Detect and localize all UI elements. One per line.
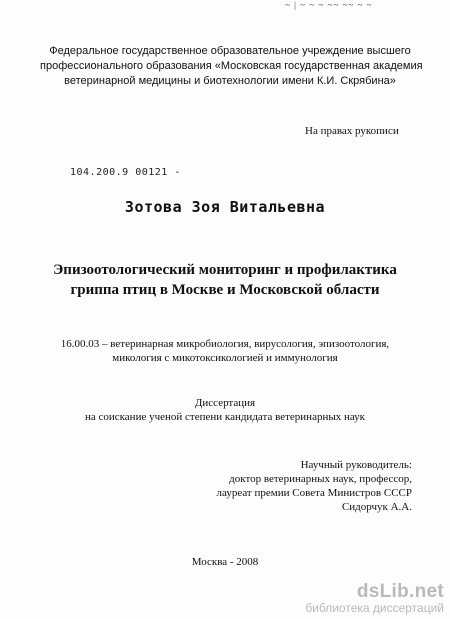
advisor-line: доктор ветеринарных наук, профессор, bbox=[229, 473, 412, 485]
registration-stamp: 104.200.9 00121 - bbox=[70, 167, 181, 178]
specialty-line: 16.00.03 – ветеринарная микробиология, вирусология, эпизоотология, bbox=[60, 338, 390, 350]
dissertation-title bbox=[0, 260, 450, 300]
degree-line: на соискание ученой степени кандидата ветеринарных наук bbox=[84, 411, 366, 423]
institution-line: ветеринарной медицины и биотехнологии имени К.И. Скрябина» bbox=[64, 75, 396, 87]
author-name: Зотова Зоя Витальевна bbox=[124, 198, 326, 216]
institution-line: Федеральное государственное образовательное учреждение высшего bbox=[49, 45, 411, 57]
scientific-advisor bbox=[217, 458, 413, 514]
manuscript-rights-note: На правах рукописи bbox=[305, 125, 399, 137]
advisor-line: лауреат премии Совета Министров СССР bbox=[216, 487, 412, 499]
advisor-heading: Научный руководитель: bbox=[300, 459, 412, 471]
title-line: Эпизоотологический мониторинг и профилактика bbox=[53, 262, 397, 278]
watermark-subtitle: библиотека диссертаций bbox=[305, 601, 444, 615]
advisor-name: Сидорчук А.А. bbox=[341, 501, 412, 513]
specialty-line: микология с микотоксикологией и иммунология bbox=[112, 352, 338, 364]
degree-statement bbox=[0, 396, 450, 424]
title-line: гриппа птиц в Москве и Московской области bbox=[70, 282, 380, 298]
degree-heading: Диссертация bbox=[194, 397, 256, 409]
watermark bbox=[305, 582, 444, 615]
watermark-logo: dsLib.net bbox=[356, 581, 444, 602]
scan-marks: ~ | ~ ~ ~ ~~ ~~ ~ ~ bbox=[285, 0, 373, 10]
institution-line: профессионального образования «Московская государственная академия bbox=[40, 60, 423, 72]
specialty-code bbox=[0, 337, 450, 365]
institution-header bbox=[40, 44, 423, 89]
city-year: Москва - 2008 bbox=[191, 556, 259, 568]
